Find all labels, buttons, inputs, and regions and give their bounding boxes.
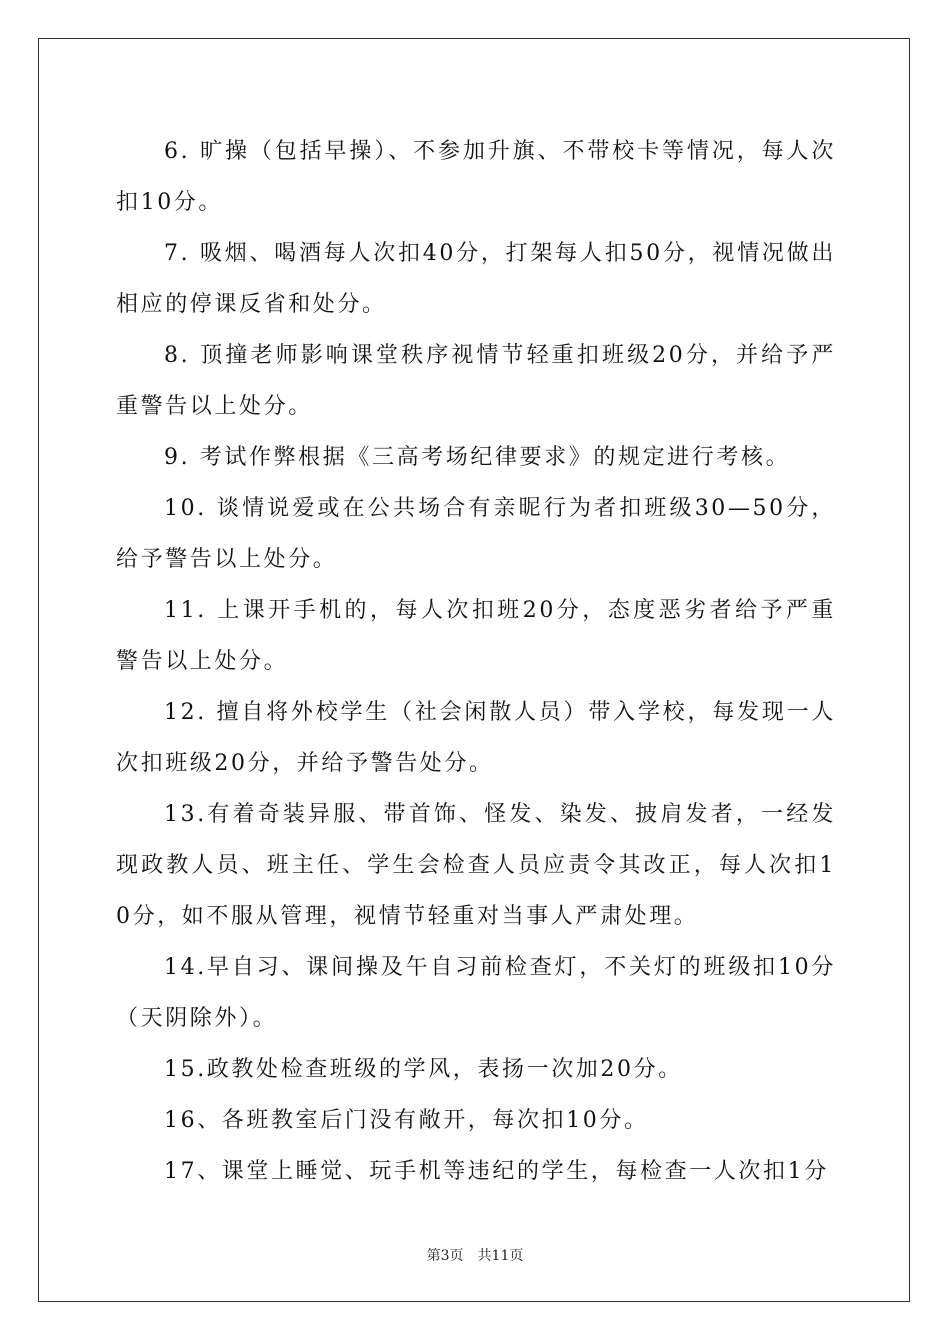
- paragraph-rule-14: 14.早自习、课间操及午自习前检查灯，不关灯的班级扣10分（天阴除外）。: [116, 955, 836, 1031]
- paragraph-rule-17: 17、课堂上睡觉、玩手机等违纪的学生，每检查一人次扣1分: [164, 1159, 829, 1184]
- paragraph-rule-6: 6. 旷操（包括早操）、不参加升旗、不带校卡等情况，每人次扣10分。: [116, 139, 836, 215]
- paragraph-rule-10: 10. 谈情说爱或在公共场合有亲昵行为者扣班级30—50分，给予警告以上处分。: [116, 496, 836, 572]
- paragraph-rule-12: 12. 擅自将外校学生（社会闲散人员）带入学校，每发现一人次扣班级20分，并给予警告处分。: [116, 700, 836, 776]
- document-body: [116, 126, 836, 1197]
- paragraph-rule-11: 11. 上课开手机的，每人次扣班20分，态度恶劣者给予严重警告以上处分。: [116, 598, 836, 674]
- paragraph-rule-15: 15.政教处检查班级的学风，表扬一次加20分。: [164, 1057, 683, 1082]
- page-number-footer: 第3页 共11页: [426, 1248, 524, 1264]
- paragraph-rule-16: 16、各班教室后门没有敞开，每次扣10分。: [164, 1108, 649, 1133]
- paragraph-rule-13: 13.有着奇装异服、带首饰、怪发、染发、披肩发者，一经发现政教人员、班主任、学生会检查人员应责令其改正，每人次扣10分，如不服从管理，视情节轻重对当事人严肃处理。: [116, 802, 836, 929]
- paragraph-rule-8: 8. 顶撞老师影响课堂秩序视情节轻重扣班级20分，并给予严重警告以上处分。: [116, 343, 836, 419]
- paragraph-rule-9: 9. 考试作弊根据《三高考场纪律要求》的规定进行考核。: [164, 445, 791, 470]
- paragraph-rule-7: 7. 吸烟、喝酒每人次扣40分，打架每人扣50分，视情况做出相应的停课反省和处分。: [116, 241, 836, 317]
